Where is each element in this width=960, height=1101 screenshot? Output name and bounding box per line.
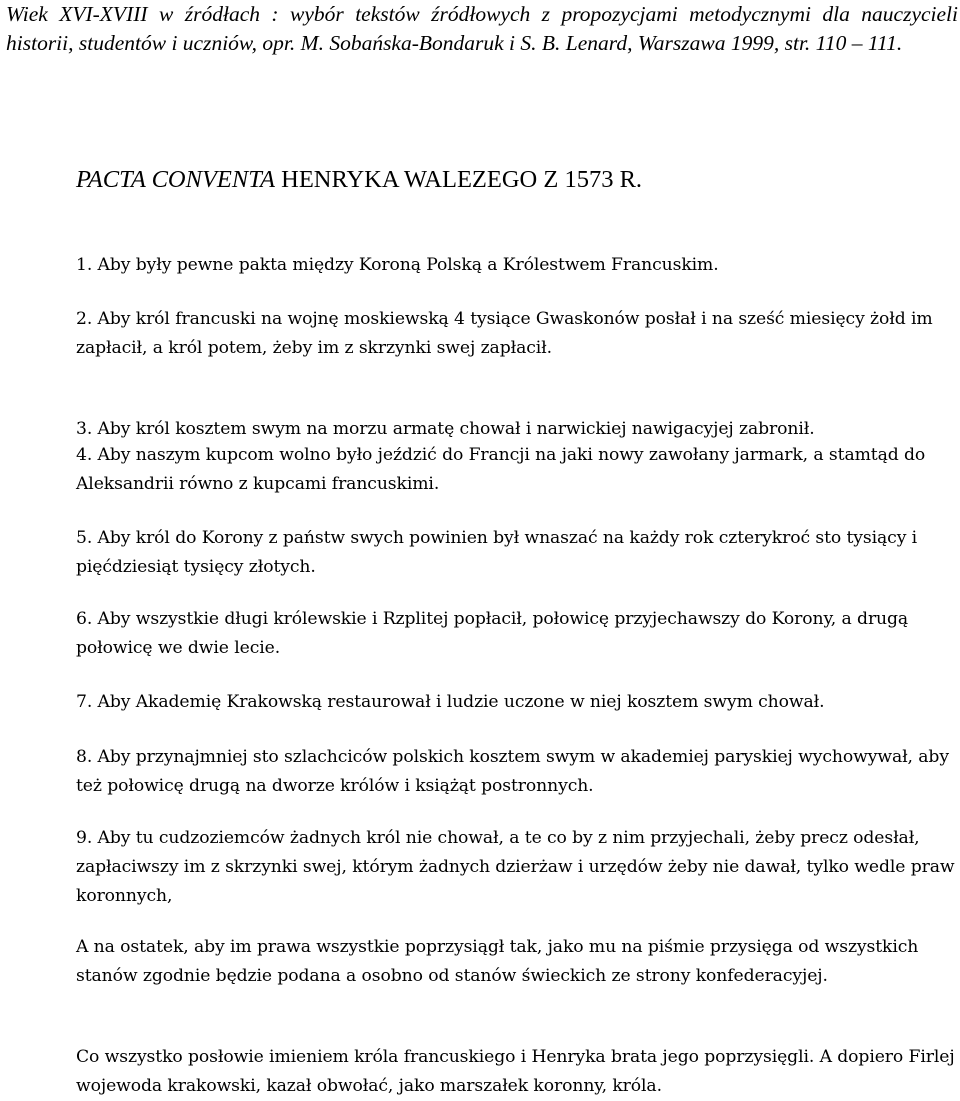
article-3: 3. Aby król kosztem swym na morzu armatę chował i narwickiej nawigacyjej zabronił.: [76, 419, 815, 439]
article-5: 5. Aby król do Korony z państw swych powinien był wnaszać na każdy rok czterykroć sto tysiący i pięćdziesiąt tysięcy złotych.: [76, 528, 918, 577]
title-main-part: HENRYKA WALEZEGO Z 1573 R.: [275, 166, 643, 193]
article-6: 6. Aby wszystkie długi królewskie i Rzplitej popłacił, połowicę przyjechawszy do Korony, a drugą połowicę we dwie lecie.: [76, 609, 909, 658]
article-8: 8. Aby przynajmniej sto szlachciców polskich kosztem swym w akademiej paryskiej wychowywał, aby też połowicę drugą na dworze królów i książąt postronnych.: [76, 747, 949, 796]
article-7: 7. Aby Akademię Krakowską restaurował i ludzie uczone w niej kosztem swym chował.: [76, 692, 825, 712]
article-4: 4. Aby naszym kupcom wolno było jeździć do Francji na jaki nowy zawołany jarmark, a stamtąd do Aleksandrii równo z kupcami francuskimi.: [76, 445, 926, 494]
final-paragraph: Co wszystko posłowie imieniem króla francuskiego i Henryka brata jego poprzysięgli. A dopiero Firlej wojewoda krakowski, kazał obwołać, jako marszałek koronny, króla.: [76, 1047, 955, 1096]
closing-paragraph: A na ostatek, aby im prawa wszystkie poprzysiągł tak, jako mu na piśmie przysięga od wszystkich stanów zgodnie będzie podana a osobno od stanów świeckich ze strony konfederacyjej.: [76, 937, 919, 986]
title-italic-part: PACTA CONVENTA: [76, 166, 275, 193]
source-citation: Wiek XVI-XVIII w źródłach : wybór tekstów źródłowych z propozycjami metodycznymi dla nauczycieli historii, studentów i uczniów, opr. M. Sobańska-Bondaruk i S. B. Lenard, Warszawa 1999, str. 110 – 111.: [6, 2, 958, 55]
article-2: 2. Aby król francuski na wojnę moskiewską 4 tysiące Gwaskonów posłał i na sześć miesięcy żołd im zapłacił, a król potem, żeby im z skrzynki swej zapłacił.: [76, 309, 933, 358]
article-1: 1. Aby były pewne pakta między Koroną Polską a Królestwem Francuskim.: [76, 255, 719, 275]
document-title: [76, 165, 642, 195]
article-9: 9. Aby tu cudzoziemców żadnych król nie chował, a te co by z nim przyjechali, żeby precz odesłał, zapłaciwszy im z skrzynki swej, którym żadnych dzierżaw i urzędów żeby nie dawał, tylko wedle praw koronnych,: [76, 828, 955, 906]
